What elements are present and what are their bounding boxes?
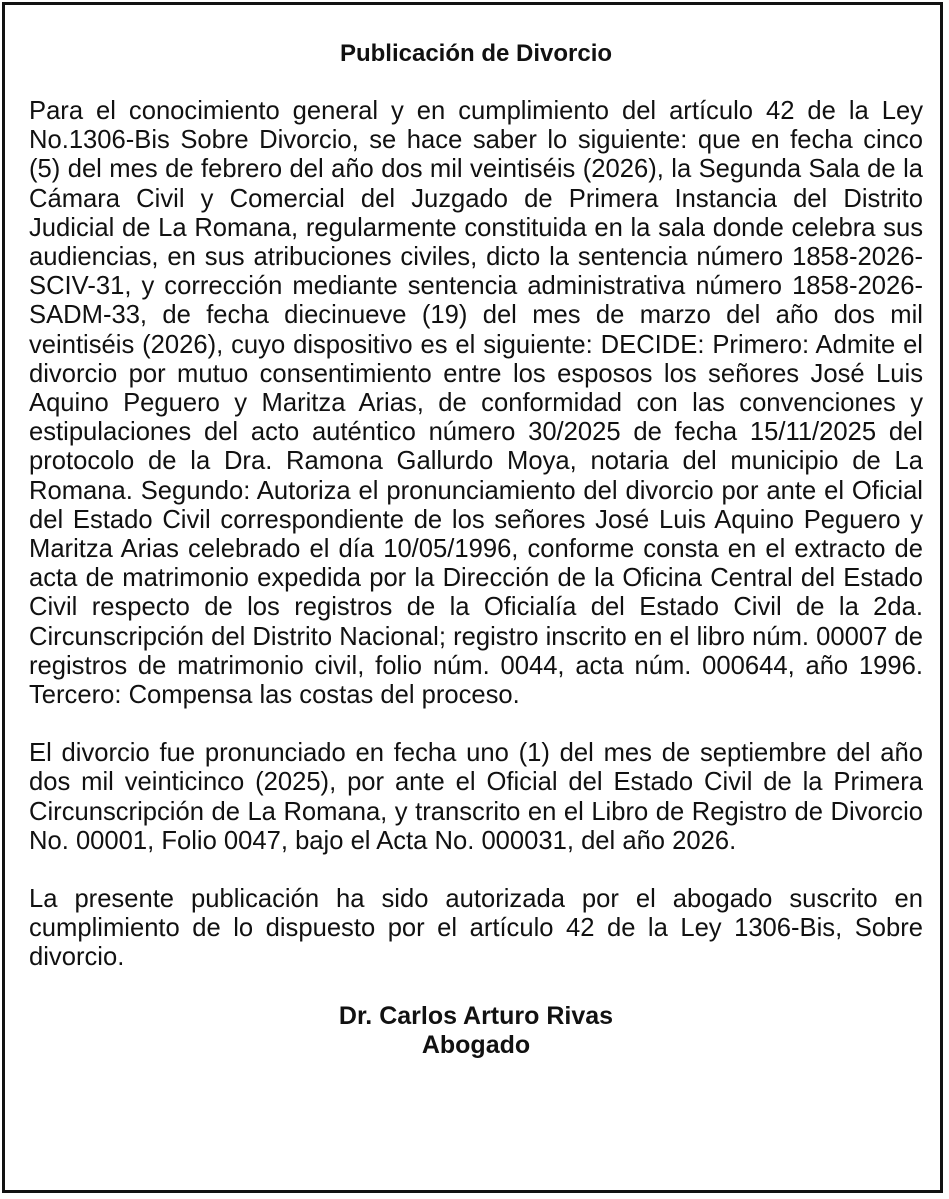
notice-title: Publicación de Divorcio	[339, 40, 613, 67]
notice-content	[29, 39, 923, 1060]
notice-paragraph-divorce-record: El divorcio fue pronunciado en fecha uno (1) del mes de septiembre del año dos mil veinticinco (2025), por ante el Oficial del Estado Civil de la Primera Circunscripción de La Romana, y transcrito en el Libro de Registro de Divorcio No. 00001, Folio 0047, bajo el Acta No. 000031, del año 2026.	[29, 739, 923, 855]
signature-block	[29, 1002, 923, 1060]
notice-frame	[2, 2, 943, 1193]
signature-role: Abogado	[421, 1030, 531, 1059]
signature-name: Dr. Carlos Arturo Rivas	[338, 1001, 614, 1030]
notice-paragraph-main: Para el conocimiento general y en cumplimiento del artículo 42 de la Ley No.1306-Bis Sobre Divorcio, se hace saber lo siguiente: que en fecha cinco (5) del mes de febrero del año dos mil veintiséis (2026), la Segunda Sala de la Cámara Civil y Comercial del Juzgado de Primera Instancia del Distrito Judicial de La Romana, regularmente constituida en la sala donde celebra sus audiencias, en sus atribuciones civiles, dicto la sentencia número 1858-2026-SCIV-31, y corrección mediante sentencia administrativa número 1858-2026-SADM-33, de fecha diecinueve (19) del mes de marzo del año dos mil veintiséis (2026), cuyo dispositivo es el siguiente: DECIDE: Primero: Admite el divorcio por mutuo consentimiento entre los esposos los señores José Luis Aquino Peguero y Maritza Arias, de conformidad con las convenciones y estipulaciones del acto auténtico número 30/2025 de fecha 15/11/2025 del protocolo de la Dra. Ramona Gallurdo Moya, notaria del municipio de La Romana. Segundo: Autoriza el pronunciamiento del divorcio por ante el Oficial del Estado Civil correspondiente de los señores José Luis Aquino Peguero y Maritza Arias celebrado el día 10/05/1996, conforme consta en el extracto de acta de matrimonio expedida por la Dirección de la Oficina Central del Estado Civil respecto de los registros de la Oficialía del Estado Civil de la 2da. Circunscripción del Distrito Nacional; registro inscrito en el libro núm. 00007 de registros de matrimonio civil, folio núm. 0044, acta núm. 000644, año 1996. Tercero: Compensa las costas del proceso.	[29, 97, 923, 710]
notice-paragraph-authorization: La presente publicación ha sido autorizada por el abogado suscrito en cumplimiento de lo dispuesto por el artículo 42 de la Ley 1306-Bis, Sobre divorcio.	[29, 885, 923, 972]
